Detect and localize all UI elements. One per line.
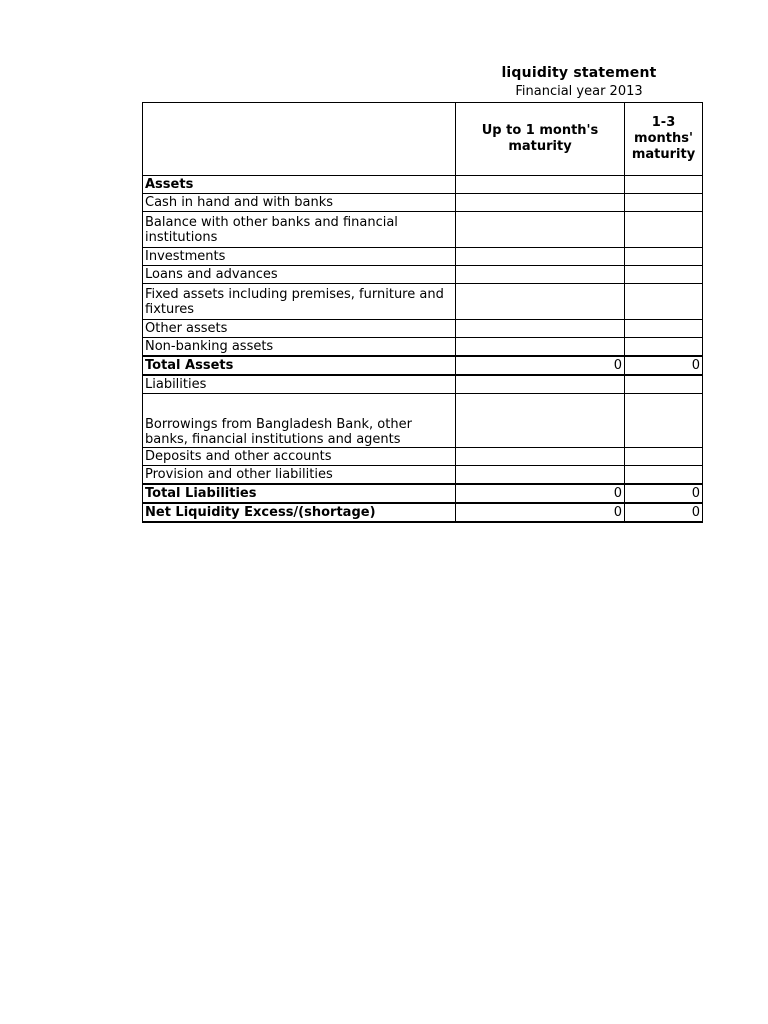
total-liabilities-1-3-months: 0 [625,484,703,503]
liquidity-table [142,102,703,523]
table-row [143,484,703,503]
cell-empty [625,194,703,212]
cell-empty [456,448,625,466]
table-row [143,176,703,194]
cell-empty [456,266,625,284]
cell-empty [456,176,625,194]
statement-title: liquidity statement [501,65,657,81]
total-assets-up-to-1-month: 0 [456,356,625,375]
table-row [143,338,703,357]
row-borrowings: Borrowings from Bangladesh Bank, other banks, financial institutions and agents [143,394,456,448]
cell-empty [625,394,703,448]
table-row [143,375,703,394]
cell-empty [456,194,625,212]
table-row [143,394,703,448]
cell-empty [625,466,703,485]
total-assets-1-3-months: 0 [625,356,703,375]
cell-empty [456,394,625,448]
cell-empty [625,212,703,248]
header-1-3-months: 1-3 months' maturity [625,103,703,176]
row-deposits: Deposits and other accounts [143,448,456,466]
total-liabilities-up-to-1-month: 0 [456,484,625,503]
cell-empty [625,320,703,338]
cell-empty [625,266,703,284]
net-liquidity-up-to-1-month: 0 [456,503,625,522]
cell-empty [456,375,625,394]
row-assets-header: Assets [143,176,456,194]
row-total-liabilities: Total Liabilities [143,484,456,503]
row-net-liquidity: Net Liquidity Excess/(shortage) [143,503,456,522]
row-balance-banks: Balance with other banks and financial institutions [143,212,456,248]
table-row [143,320,703,338]
table-row [143,448,703,466]
net-liquidity-1-3-months: 0 [625,503,703,522]
cell-empty [625,338,703,357]
row-other-assets: Other assets [143,320,456,338]
cell-empty [625,176,703,194]
row-cash: Cash in hand and with banks [143,194,456,212]
row-liabilities-header: Liabilities [143,375,456,394]
row-total-assets: Total Assets [143,356,456,375]
table-row [143,212,703,248]
statement-subtitle: Financial year 2013 [515,84,643,99]
cell-empty [456,248,625,266]
row-provision: Provision and other liabilities [143,466,456,485]
row-loans: Loans and advances [143,266,456,284]
table-row [143,356,703,375]
table-row [143,503,703,522]
cell-empty [456,212,625,248]
cell-empty [625,284,703,320]
header-up-to-1-month: Up to 1 month's maturity [456,103,625,176]
cell-empty [625,248,703,266]
table-row [143,194,703,212]
table-header-row [143,103,703,176]
row-investments: Investments [143,248,456,266]
table-row [143,248,703,266]
cell-empty [456,466,625,485]
cell-empty [625,448,703,466]
cell-empty [456,284,625,320]
row-fixed-assets: Fixed assets including premises, furniture and fixtures [143,284,456,320]
row-non-banking: Non-banking assets [143,338,456,357]
table-row [143,266,703,284]
cell-empty [456,320,625,338]
table-row [143,284,703,320]
table-row [143,466,703,485]
header-label-cell [143,103,456,176]
cell-empty [456,338,625,357]
cell-empty [625,375,703,394]
